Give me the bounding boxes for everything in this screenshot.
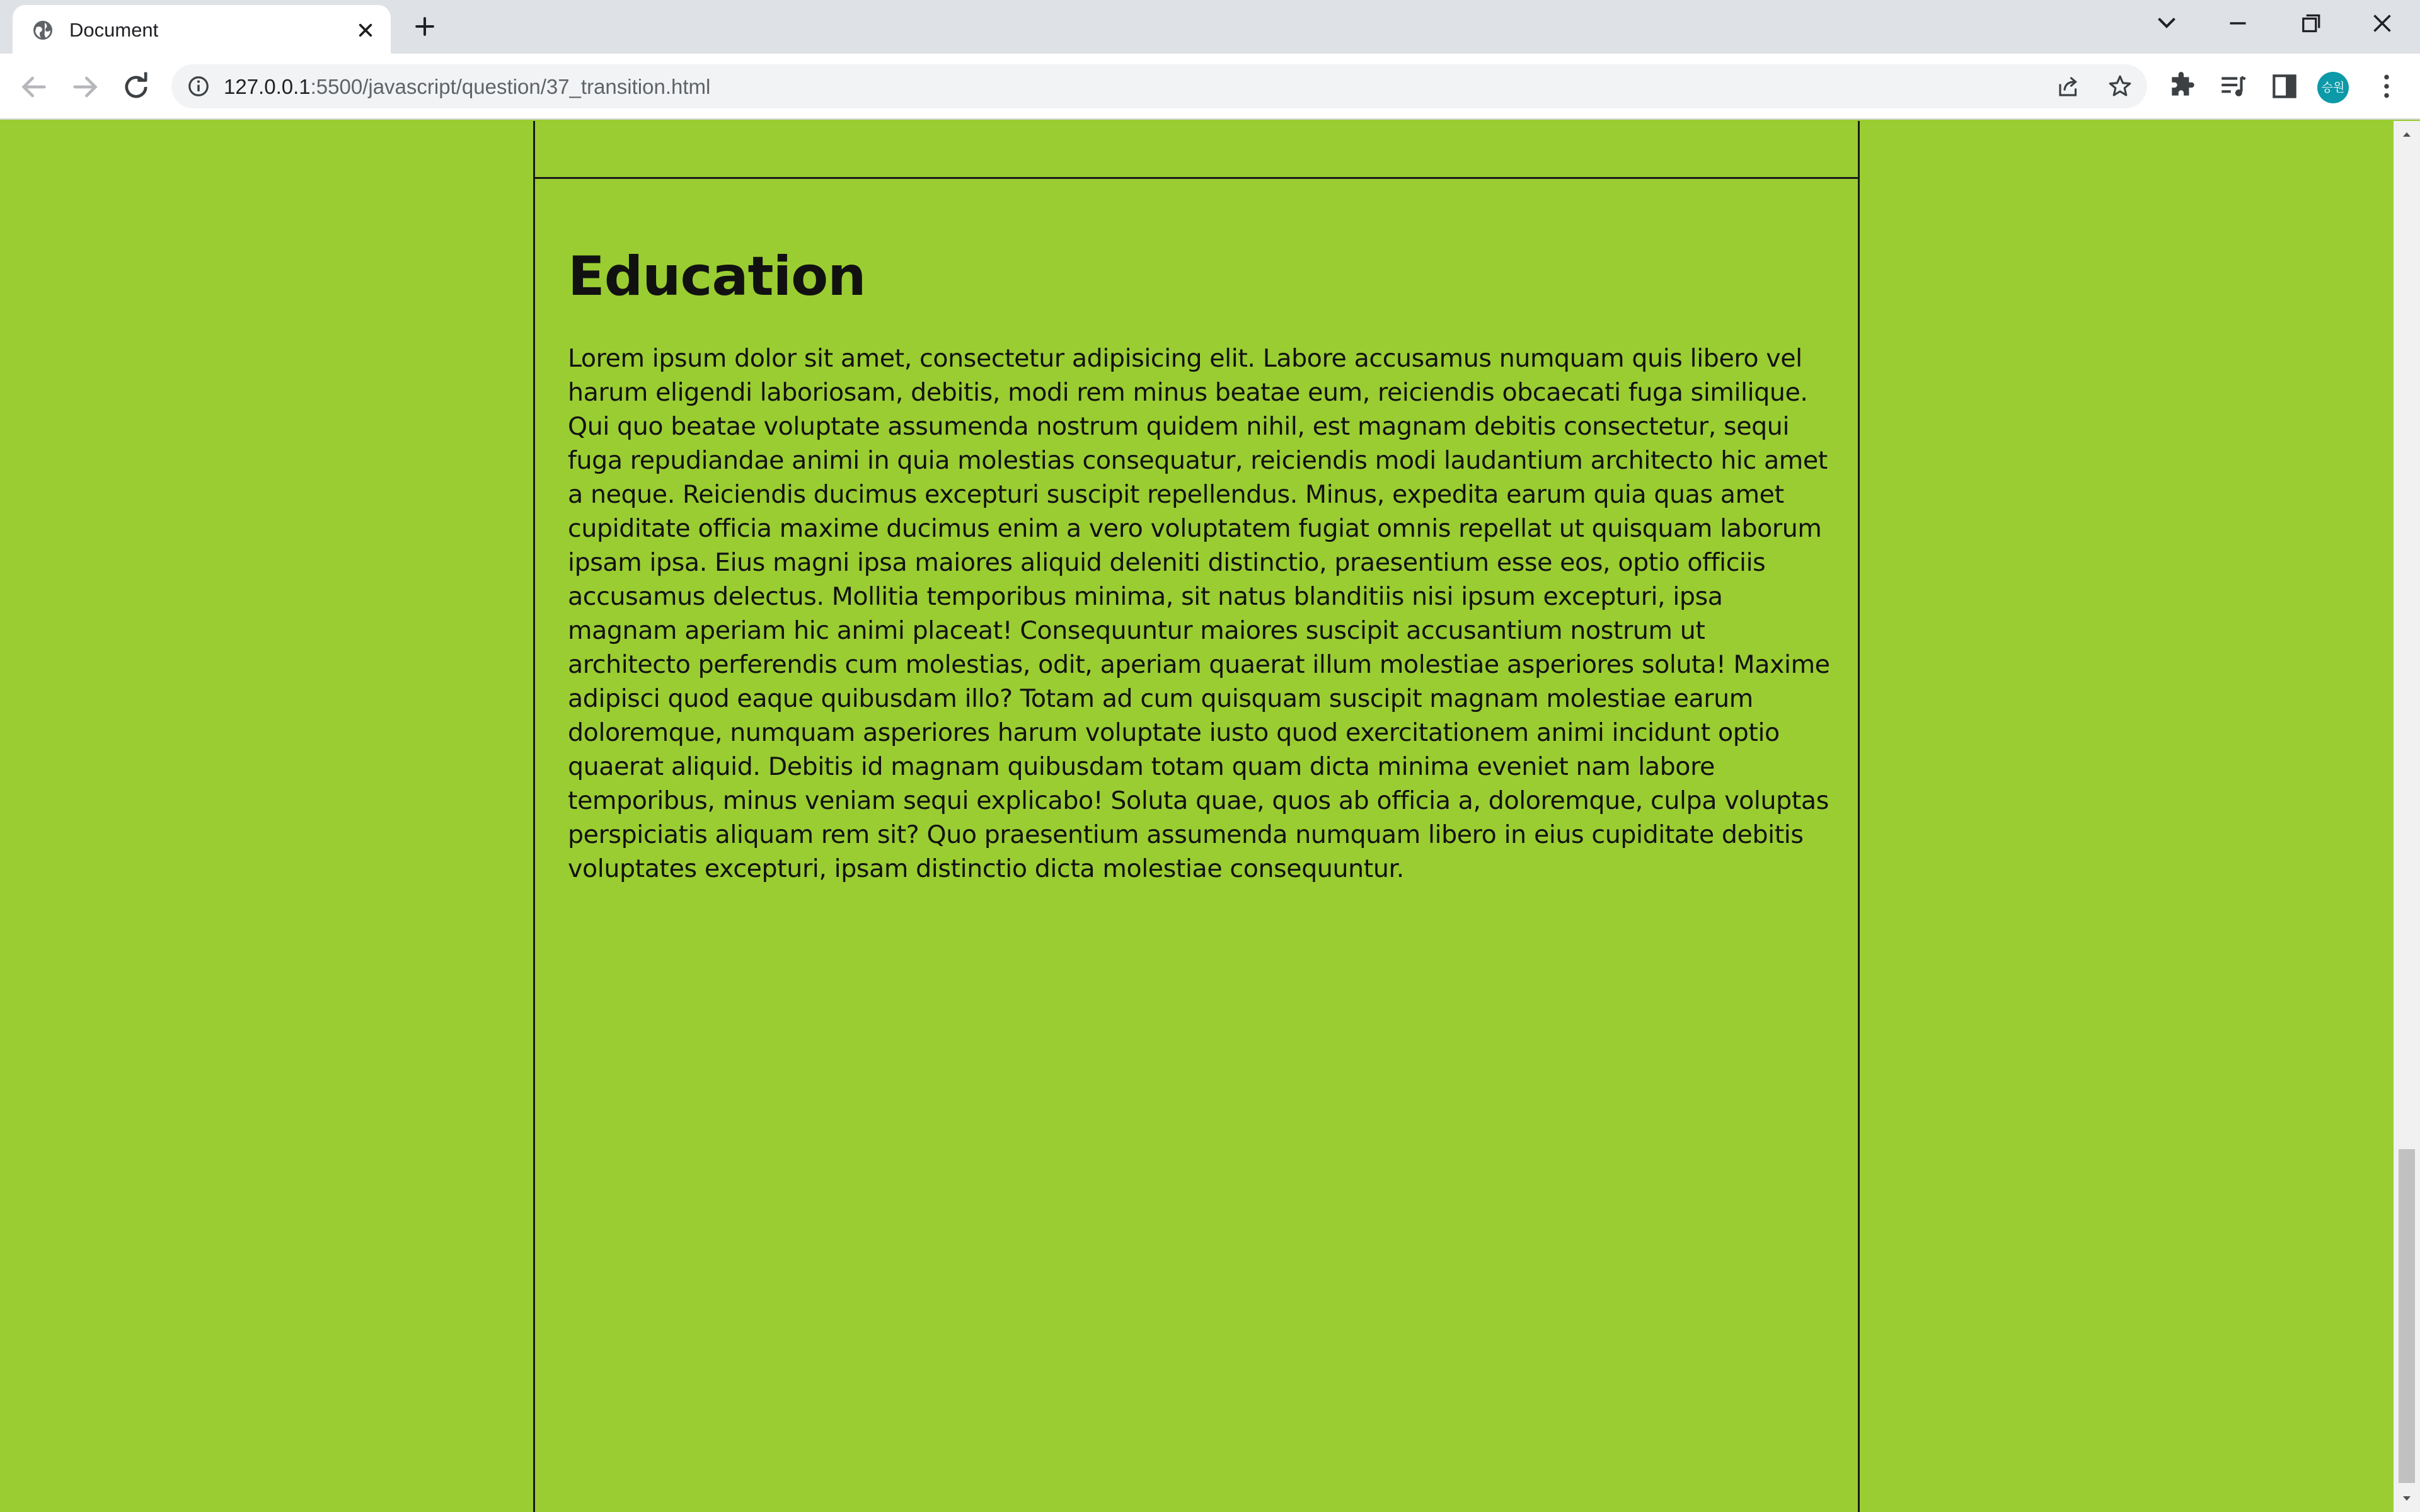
star-icon[interactable] — [2107, 73, 2133, 100]
vertical-scrollbar[interactable] — [2394, 121, 2420, 1512]
extensions-icon[interactable] — [2167, 71, 2198, 102]
info-icon[interactable] — [187, 74, 210, 98]
forward-arrow-icon[interactable] — [67, 69, 103, 105]
section-heading: Education — [568, 245, 866, 308]
section-paragraph: Lorem ipsum dolor sit amet, consectetur adipisicing elit. Labore accusamus numquam quis libero vel harum eligendi laboriosam, debitis, modi rem minus beatae eum, reiciendis obcaecati fuga similique. Qui quo beatae voluptate assumenda nostrum quidem nihil, est magnam debitis consectetur, sequi fuga repudiandae animi in quia molestias consequatur, reiciendis modi laudantium architecto hic amet a neque. Reiciendis ducimus excepturi suscipit repellendus. Minus, expedita earum quia quas amet cupiditate officia maxime ducimus enim a vero voluptatem fugiat omnis repellat ut quisquam laborum ipsam ipsa. Eius magni ipsa maiores aliquid deleniti distinctio, praesentium esse eos, optio officiis accusamus delectus. Mollitia temporibus minima, sit natus blanditiis nisi ipsum excepturi, ipsa magnam aperiam hic animi placeat! Consequuntur maiores suscipit accusantium nostrum ut architecto perferendis cum molestias, odit, aperiam quaerat illum molestiae asperiores soluta! Maxime adipisci quod eaque quibusdam illo? Totam ad cum quisquam suscipit magnam molestiae earum doloremque, numquam asperiores harum voluptate iusto quod exercitationem animi incidunt optio quaerat aliquid. Debitis id magnam quibusdam totam quam dicta minima eveniet nam labore temporibus, minus veniam sequi explicabo! Soluta quae, quos ab officia a, doloremque, culpa voluptas perspiciatis aliquam rem sit? Quo praesentium assumenda numquam libero in eius cupiditate debitis voluptates excepturi, ipsam distinctio dicta molestiae consequuntur. — [568, 344, 1830, 883]
kebab-menu-icon[interactable] — [2371, 71, 2402, 102]
close-icon[interactable] — [353, 18, 378, 43]
tab-title: Document — [69, 19, 159, 41]
browser-tab[interactable] — [13, 5, 391, 54]
url-host: 127.0.0.1 — [224, 75, 311, 98]
url-path: :5500/javascript/question/37_transition.html — [310, 75, 711, 98]
side-panel-icon[interactable] — [2269, 71, 2300, 102]
back-arrow-icon[interactable] — [16, 69, 52, 105]
reload-icon[interactable] — [118, 69, 154, 105]
restore-icon[interactable] — [2291, 8, 2329, 39]
page-viewport — [0, 121, 2420, 1512]
scroll-down-arrow-icon[interactable] — [2399, 1492, 2415, 1506]
share-icon[interactable] — [2056, 73, 2082, 100]
media-queue-icon[interactable] — [2218, 71, 2249, 102]
profile-avatar[interactable]: 승원 — [2317, 72, 2349, 103]
plus-icon[interactable] — [410, 13, 440, 40]
previous-section — [533, 121, 1860, 179]
url-text[interactable] — [224, 74, 710, 100]
address-bar[interactable] — [171, 64, 2147, 108]
tab-strip — [0, 0, 2420, 54]
education-section — [533, 179, 1860, 1512]
browser-toolbar — [0, 54, 2420, 120]
globe-icon — [32, 19, 54, 42]
scrollbar-thumb[interactable] — [2399, 1149, 2415, 1483]
scroll-up-arrow-icon[interactable] — [2399, 127, 2415, 141]
minimize-icon[interactable] — [2219, 8, 2257, 39]
chevron-down-icon[interactable] — [2148, 8, 2186, 39]
close-icon[interactable] — [2363, 8, 2401, 39]
